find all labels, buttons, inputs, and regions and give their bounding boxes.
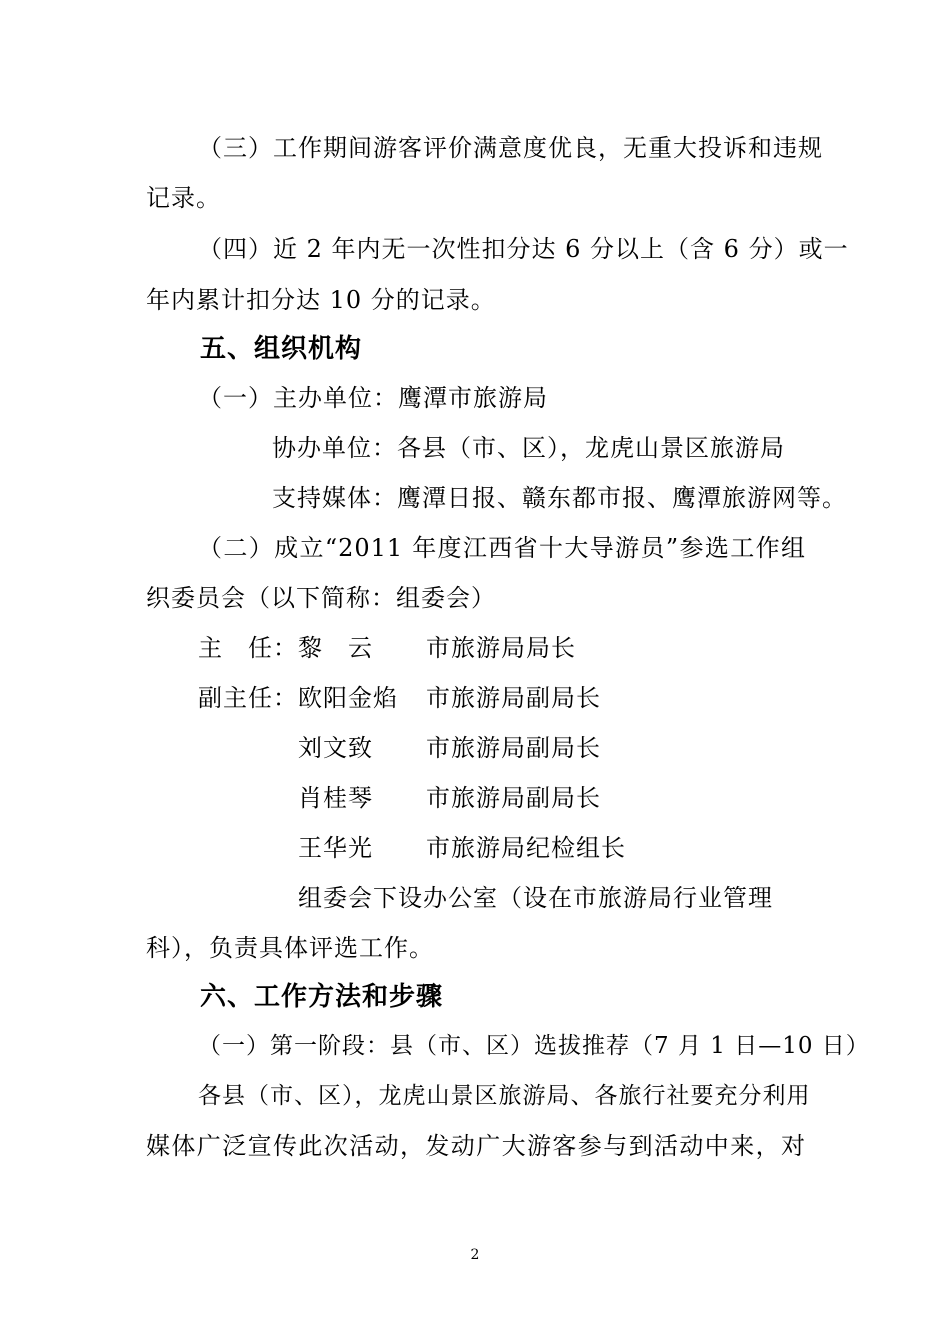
member-name: 欧阳金焰 xyxy=(298,684,398,712)
organizer-line: （一）主办单位：鹰潭市旅游局 xyxy=(198,384,548,412)
paragraph-4-line-2: 年内累计扣分达 10 分的记录。 xyxy=(146,286,496,314)
section-6-heading: 六、工作方法和步骤 xyxy=(200,982,444,1012)
body-line-1: 各县（市、区），龙虎山景区旅游局、各旅行社要充分利用 xyxy=(198,1083,811,1109)
media-line: 支持媒体：鹰潭日报、赣东都市报、鹰潭旅游网等。 xyxy=(272,484,847,512)
committee-line-1: （二）成立“2011 年度江西省十大导游员”参选工作组 xyxy=(198,534,806,562)
member-title: 市旅游局纪检组长 xyxy=(426,834,626,862)
member-role: 主 任： xyxy=(198,634,298,662)
office-line-1: 组委会下设办公室（设在市旅游局行业管理 xyxy=(298,884,773,912)
co-organizer-line: 协办单位：各县（市、区），龙虎山景区旅游局 xyxy=(272,434,785,462)
member-title: 市旅游局副局长 xyxy=(426,734,601,762)
member-role: 副主任： xyxy=(198,684,298,712)
paragraph-3-line-2: 记录。 xyxy=(146,184,221,212)
member-name: 王华光 xyxy=(298,834,373,862)
paragraph-4-line-1: （四）近 2 年内无一次性扣分达 6 分以上（含 6 分）或一 xyxy=(198,235,849,263)
member-title: 市旅游局局长 xyxy=(426,634,576,662)
member-title: 市旅游局副局长 xyxy=(426,684,601,712)
member-name: 肖桂琴 xyxy=(298,784,373,812)
page-number: 2 xyxy=(470,1247,480,1263)
body-line-2: 媒体广泛宣传此次活动，发动广大游客参与到活动中来，对 xyxy=(146,1132,806,1160)
member-name: 刘文致 xyxy=(298,734,373,762)
stage-1-line: （一）第一阶段：县（市、区）选拔推荐（7 月 1 日—10 日） xyxy=(198,1033,870,1059)
office-line-2: 科），负责具体评选工作。 xyxy=(146,934,434,962)
member-title: 市旅游局副局长 xyxy=(426,784,601,812)
section-5-heading: 五、组织机构 xyxy=(200,334,363,364)
paragraph-3-line-1: （三）工作期间游客评价满意度优良，无重大投诉和违规 xyxy=(198,134,823,162)
member-name: 黎 云 xyxy=(298,634,373,662)
committee-line-2: 织委员会（以下简称：组委会） xyxy=(146,584,496,612)
